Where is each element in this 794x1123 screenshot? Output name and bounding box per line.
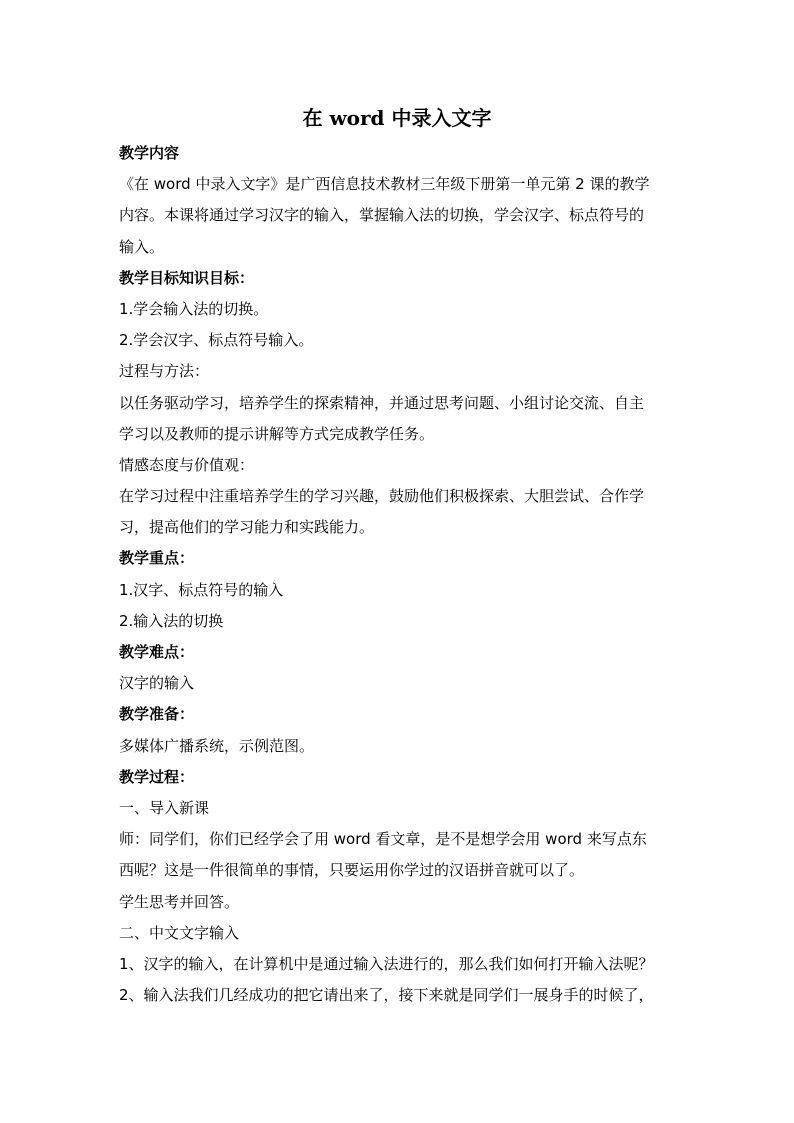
section-heading: 教学准备： xyxy=(119,705,195,724)
body-text-line: 二、中文文字输入 xyxy=(119,923,240,942)
section-heading: 教学难点： xyxy=(119,643,195,661)
body-text-line: 学习以及教师的提示讲解等方式完成教学任务。 xyxy=(119,424,435,443)
body-text-line: 一、导入新课 xyxy=(119,798,210,817)
body-text-line: 1.学会输入法的切换。 xyxy=(119,299,269,318)
body-text-line: 2.学会汉字、标点符号输入。 xyxy=(119,331,314,350)
body-text-line: 师：同学们，你们已经学会了用 word 看文章，是不是想学会用 word 来写点东 xyxy=(119,830,647,849)
section-heading: 教学重点： xyxy=(119,549,195,568)
section-heading: 教学过程： xyxy=(119,767,195,786)
body-text-line: 内容。本课将通过学习汉字的输入，掌握输入法的切换，学会汉字、标点符号的 xyxy=(119,206,645,225)
body-text-line: 学生思考并回答。 xyxy=(119,892,240,911)
body-text-line: 《在 word 中录入文字》是广西信息技术教材三年级下册第一单元第 2 课的教学 xyxy=(119,175,650,194)
body-text-line: 在学习过程中注重培养学生的学习兴趣，鼓励他们积极探索、大胆尝试、合作学 xyxy=(119,487,645,506)
body-text-line: 1、汉字的输入，在计算机中是通过输入法进行的，那么我们如何打开输入法呢？ xyxy=(119,954,654,973)
section-heading: 教学内容 xyxy=(119,144,180,162)
document-body xyxy=(119,138,694,1011)
document-title: 在 word 中录入文字 xyxy=(302,106,492,130)
section-heading: 教学目标知识目标： xyxy=(119,268,255,287)
body-text-line: 2.输入法的切换 xyxy=(119,611,224,630)
body-text-line: 2、输入法我们几经成功的把它请出来了，接下来就是同学们一展身手的时候了， xyxy=(119,986,654,1005)
body-text-line: 情感态度与价值观： xyxy=(119,455,255,474)
body-text-line: 以任务驱动学习，培养学生的探索精神，并通过思考问题、小组讨论交流、自主 xyxy=(119,393,645,412)
body-text-line: 输入。 xyxy=(119,237,165,256)
body-text-line: 过程与方法： xyxy=(119,362,210,381)
body-text-line: 多媒体广播系统，示例范图。 xyxy=(119,736,315,755)
body-text-line: 西呢？这是一件很简单的事情，只要运用你学过的汉语拼音就可以了。 xyxy=(119,861,585,880)
body-text-line: 习，提高他们的学习能力和实践能力。 xyxy=(119,518,375,537)
body-text-line: 1.汉字、标点符号的输入 xyxy=(119,580,284,599)
body-text-line: 汉字的输入 xyxy=(119,674,195,693)
